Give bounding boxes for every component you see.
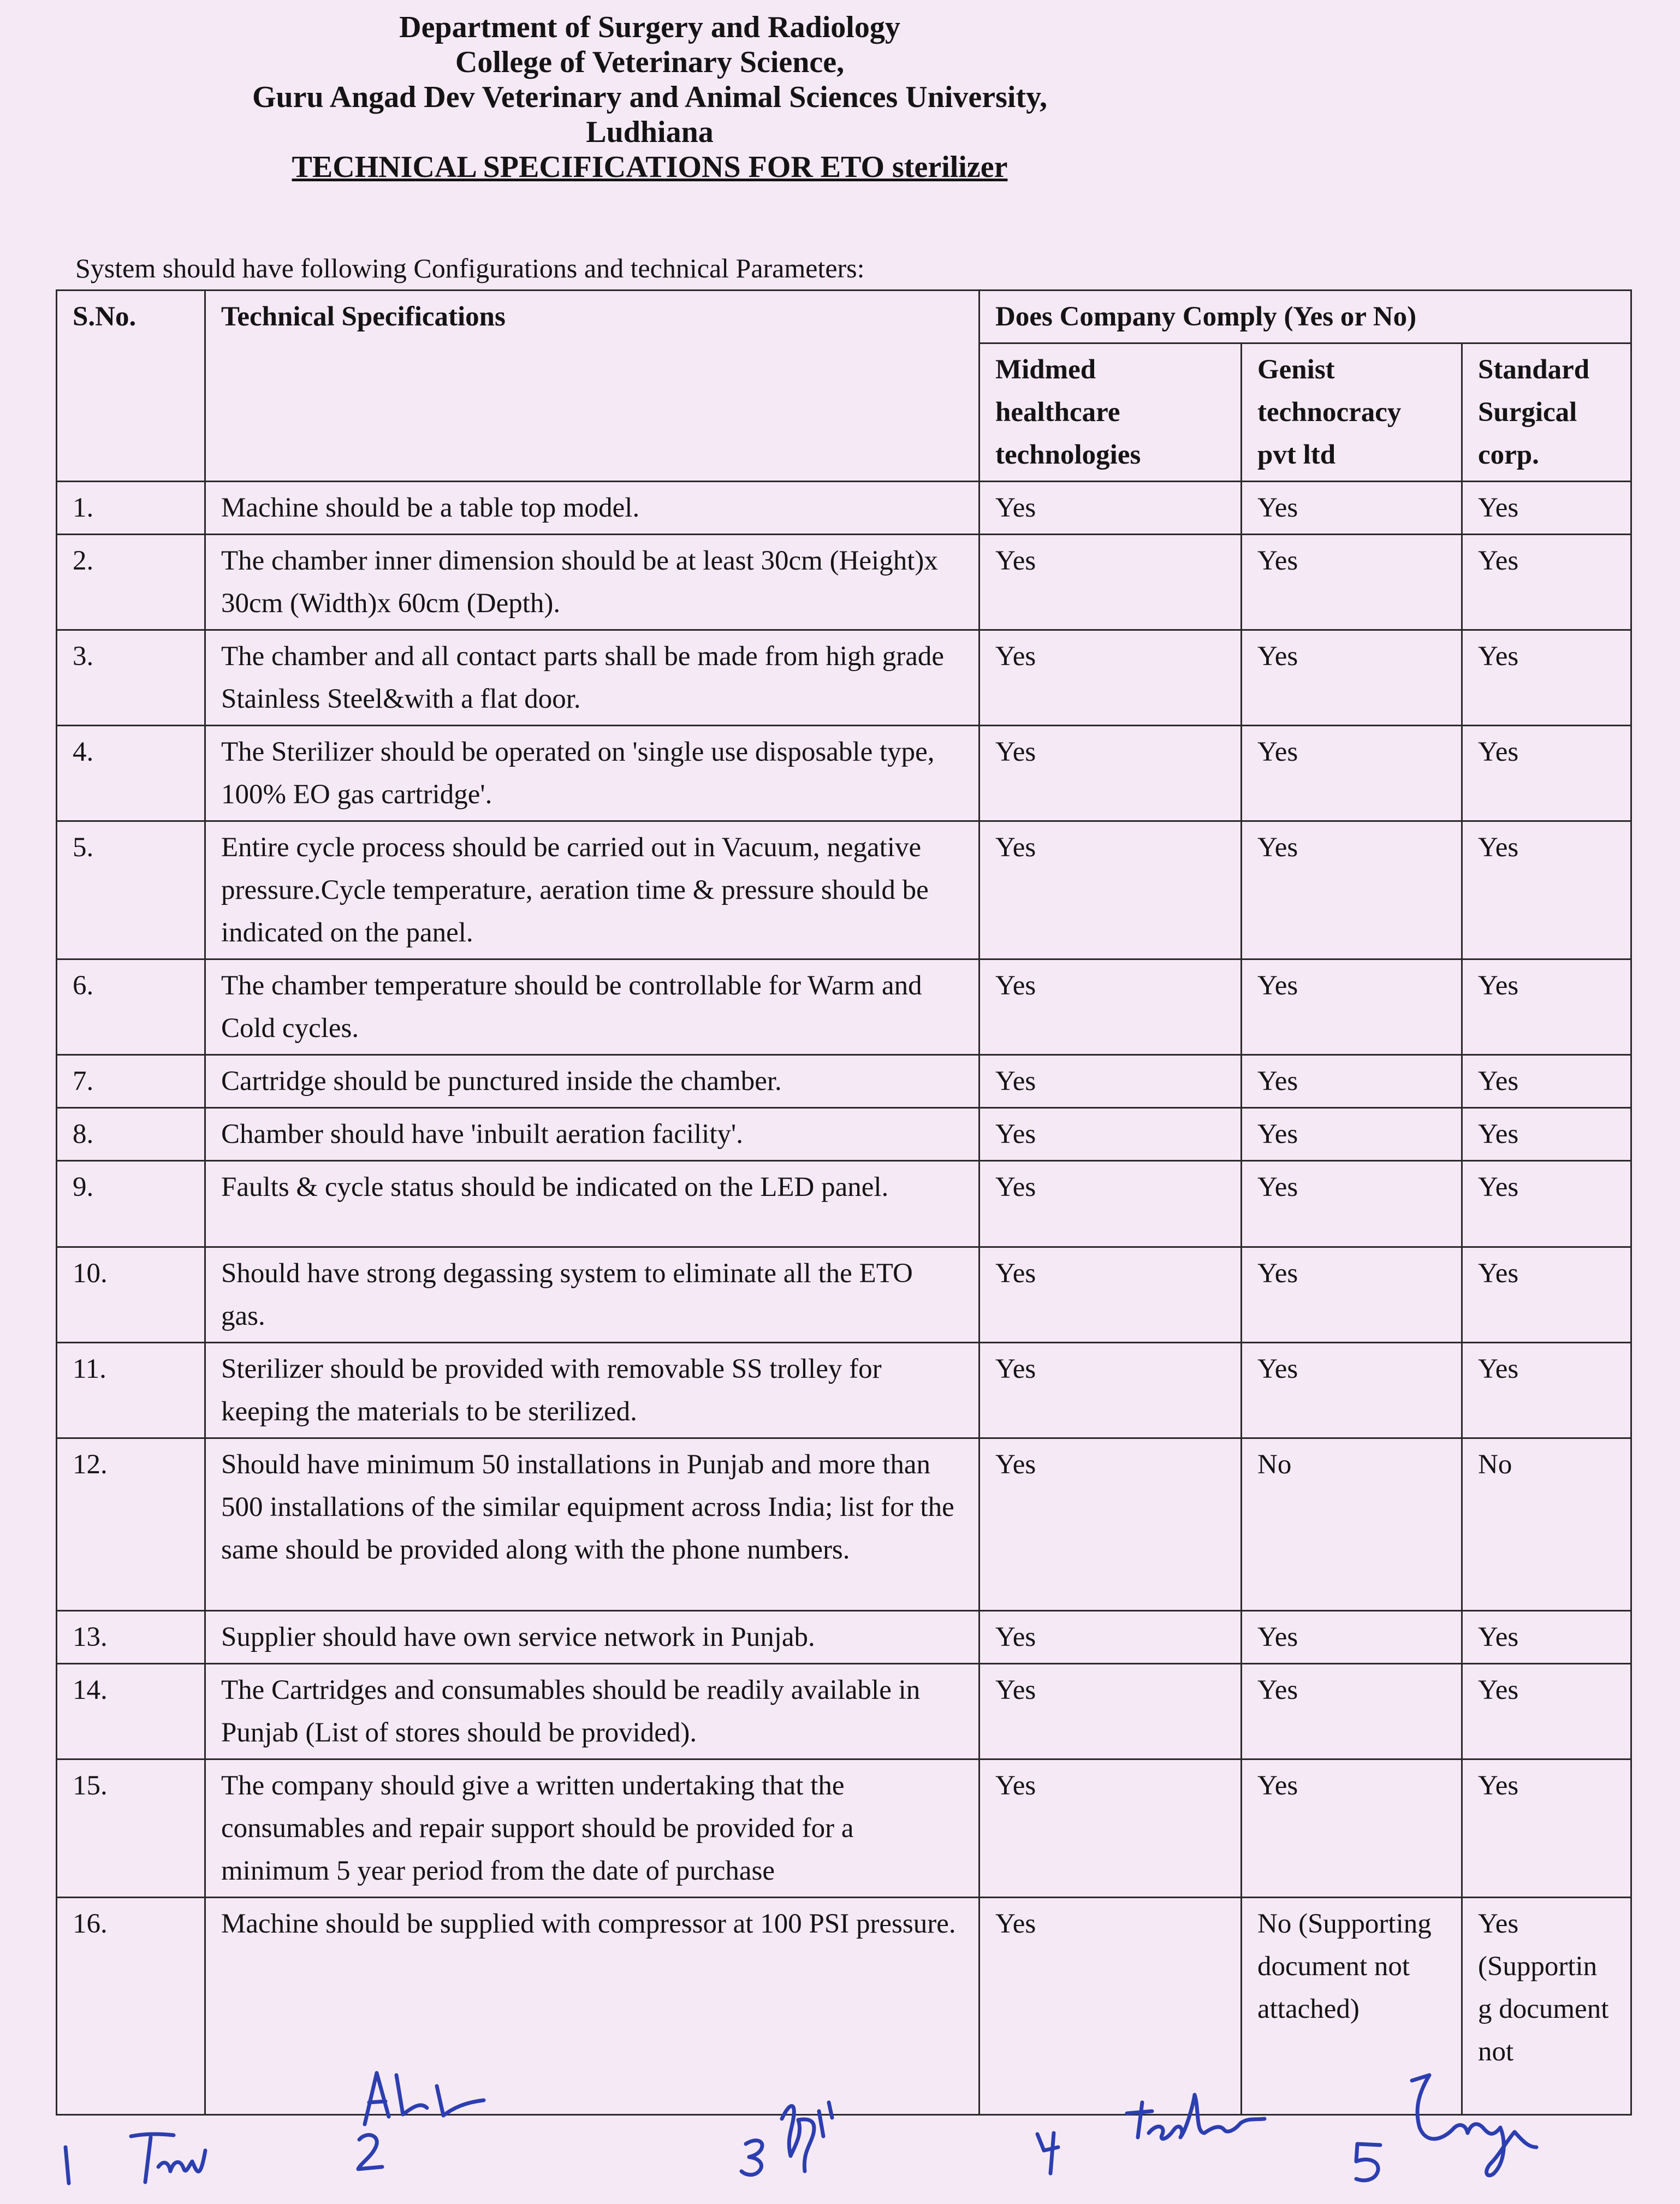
- signature-1: [131, 2134, 205, 2182]
- table-row: [57, 959, 1631, 1055]
- row-midmed-answer: Yes: [979, 959, 1242, 1055]
- table-row: [57, 1247, 1631, 1343]
- row-genist-answer: Yes: [1242, 630, 1462, 726]
- row-standard-surgical-answer: Yes: [1462, 959, 1631, 1055]
- header-sno: S.No.: [57, 291, 205, 482]
- row-standard-surgical-answer: Yes: [1462, 1108, 1631, 1161]
- row-specification: Machine should be supplied with compressor at 100 PSI pressure.: [205, 1898, 979, 2115]
- row-midmed-answer: Yes: [979, 821, 1242, 959]
- signature-1-number: [66, 2147, 69, 2183]
- table-row: [57, 1055, 1631, 1108]
- signature-4: [1127, 2095, 1265, 2139]
- table-row: [57, 482, 1631, 535]
- row-genist-answer: Yes: [1242, 1161, 1462, 1247]
- row-standard-surgical-answer: Yes: [1462, 726, 1631, 821]
- row-sno: 8.: [57, 1108, 205, 1161]
- row-sno: 7.: [57, 1055, 205, 1108]
- header-company-midmed: Midmed healthcare technologies: [979, 343, 1242, 482]
- row-midmed-answer: Yes: [979, 535, 1242, 630]
- row-standard-surgical-answer: Yes: [1462, 821, 1631, 959]
- row-specification: The chamber and all contact parts shall be made from high grade Stainless Steel&with a flat door.: [205, 630, 979, 726]
- signature-2: [365, 2073, 484, 2124]
- row-specification: Machine should be a table top model.: [205, 482, 979, 535]
- row-sno: 10.: [57, 1247, 205, 1343]
- row-standard-surgical-answer: Yes: [1462, 630, 1631, 726]
- row-sno: 1.: [57, 482, 205, 535]
- row-genist-answer: Yes: [1242, 535, 1462, 630]
- row-genist-answer: Yes: [1242, 1108, 1462, 1161]
- row-sno: 9.: [57, 1161, 205, 1247]
- row-midmed-answer: Yes: [979, 1343, 1242, 1438]
- row-genist-answer: Yes: [1242, 1343, 1462, 1438]
- row-standard-surgical-answer: Yes: [1462, 1759, 1631, 1898]
- row-midmed-answer: Yes: [979, 1247, 1242, 1343]
- signature-2-number: [358, 2135, 382, 2169]
- table-row: [57, 1343, 1631, 1438]
- row-specification: The Sterilizer should be operated on 'single use disposable type, 100% EO gas cartridge'.: [205, 726, 979, 821]
- row-specification: Supplier should have own service network in Punjab.: [205, 1611, 979, 1664]
- row-sno: 12.: [57, 1438, 205, 1611]
- row-genist-answer: No: [1242, 1438, 1462, 1611]
- table-row: [57, 821, 1631, 959]
- header-compliance: Does Company Comply (Yes or No): [979, 291, 1631, 343]
- row-genist-answer: Yes: [1242, 1055, 1462, 1108]
- signature-4-number: [1037, 2133, 1058, 2173]
- row-midmed-answer: Yes: [979, 1108, 1242, 1161]
- row-genist-answer: No (Supporting document not attached): [1242, 1898, 1462, 2115]
- row-specification: The chamber inner dimension should be at least 30cm (Height)x 30cm (Width)x 60cm (Depth).: [205, 535, 979, 630]
- row-standard-surgical-answer: No: [1462, 1438, 1631, 1611]
- row-specification: The chamber temperature should be controllable for Warm and Cold cycles.: [205, 959, 979, 1055]
- row-midmed-answer: Yes: [979, 1438, 1242, 1611]
- table-row: [57, 1161, 1631, 1247]
- row-sno: 3.: [57, 630, 205, 726]
- college-name: College of Veterinary Science,: [455, 45, 845, 79]
- signature-3: [782, 2102, 832, 2171]
- row-sno: 11.: [57, 1343, 205, 1438]
- row-sno: 4.: [57, 726, 205, 821]
- table-row: [57, 1438, 1631, 1611]
- specifications-table: [56, 289, 1632, 2116]
- handwritten-signatures: [0, 2021, 1680, 2204]
- row-specification: Should have strong degassing system to eliminate all the ETO gas.: [205, 1247, 979, 1343]
- row-genist-answer: Yes: [1242, 482, 1462, 535]
- row-genist-answer: Yes: [1242, 1759, 1462, 1898]
- table-row: [57, 630, 1631, 726]
- row-standard-surgical-answer: Yes: [1462, 1247, 1631, 1343]
- row-genist-answer: Yes: [1242, 726, 1462, 821]
- row-sno: 15.: [57, 1759, 205, 1898]
- signature-3-number: [741, 2141, 762, 2175]
- row-sno: 5.: [57, 821, 205, 959]
- table-row: [57, 535, 1631, 630]
- table-row: [57, 726, 1631, 821]
- row-specification: Faults & cycle status should be indicated on the LED panel.: [205, 1161, 979, 1247]
- row-specification: Cartridge should be punctured inside the chamber.: [205, 1055, 979, 1108]
- row-sno: 2.: [57, 535, 205, 630]
- row-specification: The company should give a written undertaking that the consumables and repair support should be provided for a minimum 5 year period from the date of purchase: [205, 1759, 979, 1898]
- row-standard-surgical-answer: Yes: [1462, 1664, 1631, 1759]
- row-midmed-answer: Yes: [979, 1664, 1242, 1759]
- header-technical-specifications: Technical Specifications: [205, 291, 979, 482]
- row-midmed-answer: Yes: [979, 1898, 1242, 2115]
- table-row: [57, 1664, 1631, 1759]
- table-row: [57, 1108, 1631, 1161]
- department-name: Department of Surgery and Radiology: [399, 10, 900, 44]
- row-specification: Entire cycle process should be carried out in Vacuum, negative pressure.Cycle temperature, aeration time & pressure should be indicated on the panel.: [205, 821, 979, 959]
- row-standard-surgical-answer: Yes (Supportin g document not: [1462, 1898, 1631, 2115]
- row-genist-answer: Yes: [1242, 821, 1462, 959]
- table-row: [57, 1611, 1631, 1664]
- header-company-standard-surgical: Standard Surgical corp.: [1462, 343, 1631, 482]
- row-standard-surgical-answer: Yes: [1462, 535, 1631, 630]
- intro-text: System should have following Configurations and technical Parameters:: [75, 253, 865, 283]
- row-midmed-answer: Yes: [979, 1759, 1242, 1898]
- row-specification: Chamber should have 'inbuilt aeration facility'.: [205, 1108, 979, 1161]
- row-specification: The Cartridges and consumables should be readily available in Punjab (List of stores should be provided).: [205, 1664, 979, 1759]
- row-standard-surgical-answer: Yes: [1462, 1611, 1631, 1664]
- specifications-body: [57, 482, 1631, 2115]
- university-name: Guru Angad Dev Veterinary and Animal Sciences University, Ludhiana: [252, 80, 1048, 149]
- row-specification: Should have minimum 50 installations in Punjab and more than 500 installations of the similar equipment across India; list for the same should be provided along with the phone numbers.: [205, 1438, 979, 1611]
- row-midmed-answer: Yes: [979, 1161, 1242, 1247]
- row-genist-answer: Yes: [1242, 1664, 1462, 1759]
- table-row: [57, 1759, 1631, 1898]
- row-standard-surgical-answer: Yes: [1462, 482, 1631, 535]
- row-genist-answer: Yes: [1242, 1611, 1462, 1664]
- row-sno: 6.: [57, 959, 205, 1055]
- row-standard-surgical-answer: Yes: [1462, 1055, 1631, 1108]
- document-title: TECHNICAL SPECIFICATIONS FOR ETO sterilizer: [292, 150, 1008, 184]
- row-midmed-answer: Yes: [979, 1055, 1242, 1108]
- document-header: [207, 10, 1092, 185]
- row-sno: 14.: [57, 1664, 205, 1759]
- signature-5: [1412, 2075, 1536, 2176]
- row-sno: 13.: [57, 1611, 205, 1664]
- row-sno: 16.: [57, 1898, 205, 2115]
- row-genist-answer: Yes: [1242, 959, 1462, 1055]
- row-midmed-answer: Yes: [979, 482, 1242, 535]
- row-standard-surgical-answer: Yes: [1462, 1161, 1631, 1247]
- row-midmed-answer: Yes: [979, 630, 1242, 726]
- header-company-genist: Genist technocracy pvt ltd: [1242, 343, 1462, 482]
- row-genist-answer: Yes: [1242, 1247, 1462, 1343]
- signature-area: [0, 2021, 1680, 2204]
- row-specification: Sterilizer should be provided with removable SS trolley for keeping the materials to be sterilized.: [205, 1343, 979, 1438]
- row-midmed-answer: Yes: [979, 1611, 1242, 1664]
- row-midmed-answer: Yes: [979, 726, 1242, 821]
- row-standard-surgical-answer: Yes: [1462, 1343, 1631, 1438]
- signature-5-number: [1356, 2144, 1380, 2181]
